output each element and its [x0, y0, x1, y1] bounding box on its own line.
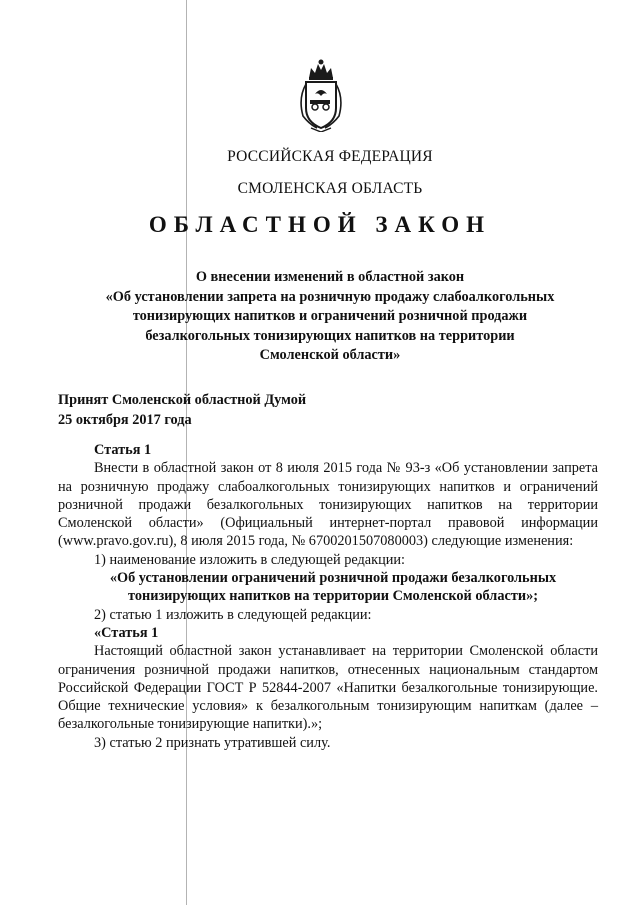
- amendment-quote: тонизирующих напитков на территории Смоленской области»;: [127, 588, 538, 605]
- quoted-article-heading: «Статья 1: [94, 624, 159, 641]
- amendment-quote: «Об установлении ограничений розничной продажи безалкогольных: [109, 570, 557, 587]
- law-title-line: Смоленской области»: [259, 347, 401, 364]
- amendment-item-3: 3) статью 2 признать утратившей силу.: [94, 734, 331, 751]
- document-type: ОБЛАСТНОЙ ЗАКОН: [148, 212, 492, 237]
- amendment-item-2: 2) статью 1 изложить в следующей редакции:: [94, 606, 372, 623]
- region-name: СМОЛЕНСКАЯ ОБЛАСТЬ: [237, 180, 423, 197]
- law-title-line: тонизирующих напитков и ограничений розничной продажи: [132, 308, 528, 325]
- law-title-line: О внесении изменений в областной закон: [195, 269, 465, 285]
- country-name: РОССИЙСКАЯ ФЕДЕРАЦИЯ: [227, 148, 433, 165]
- adoption-body: Принят Смоленской областной Думой: [58, 392, 307, 408]
- amendment-item-1: 1) наименование изложить в следующей редакции:: [94, 551, 405, 568]
- coat-of-arms-icon: [295, 58, 347, 132]
- article-heading: Статья 1: [94, 442, 152, 458]
- law-title-line: безалкогольных тонизирующих напитков на территории: [145, 327, 515, 344]
- article-1: [58, 441, 598, 752]
- adoption-info: [58, 391, 458, 430]
- law-title: [60, 268, 600, 366]
- law-title-line: «Об установлении запрета на розничную продажу слабоалкогольных: [105, 288, 555, 305]
- article-intro: Внести в областной закон от 8 июля 2015 года № 93-з «Об установлении запрета на розничную продажу слабоалкогольных тонизирующих напитков и ограничений розничной продажи безалкогольных тонизирующих напитков на территории Смоленской области» (Официальный интернет-портал правовой информации (www.pravo.gov.ru), 8 июля 2015 года, № 6700201507080003) следующие изменения:: [58, 460, 598, 550]
- adoption-date: 25 октября 2017 года: [58, 411, 192, 428]
- quoted-article-text: Настоящий областной закон устанавливает на территории Смоленской области ограничения розничной продажи напитков, отнесенных национальным стандартом Российской Федерации ГОСТ Р 52844-2007 «Напитки безалкогольные тонизирующие. Общие технические условия» к безалкогольным тонизирующим напиткам (далее – безалкогольные тонизирующие напитки).»;: [58, 643, 598, 733]
